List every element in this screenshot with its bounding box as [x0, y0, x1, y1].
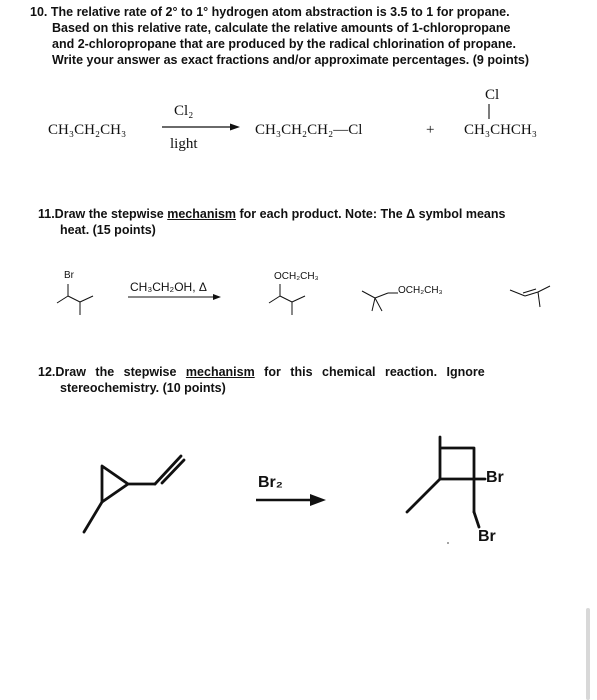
q10-product-2-chloropropane: CH₃CHCH₃ — [464, 122, 537, 138]
q10-line-3: and 2-chloropropane that are produced by the radical chlorination of propane. — [52, 37, 516, 51]
q10-line-4: Write your answer as exact fractions and/or approximate percentages. (9 points) — [52, 53, 529, 67]
q11-product-2-ether-label: OCH₂CH₃ — [398, 285, 443, 296]
q10-reaction-arrow — [162, 124, 240, 131]
q11-product-2-structure — [362, 291, 398, 311]
q11-br-label: Br — [64, 270, 74, 281]
q12-reagent-br2: Br₂ — [258, 474, 283, 491]
q12-reaction-arrow — [256, 494, 326, 506]
q11-product-3-alkene-structure — [510, 286, 550, 307]
q11-product-1-ether-label: OCH₂CH₃ — [274, 271, 319, 282]
scrollbar[interactable] — [586, 608, 590, 700]
q12-starting-material-structure — [84, 456, 184, 532]
q12-line-1: 12.Draw the stepwise mechanism for this chemical reaction. Ignore — [38, 365, 485, 379]
q11-starting-material-structure — [57, 284, 93, 315]
q10-plus-sign: + — [426, 122, 435, 138]
q12-line-2: stereochemistry. (10 points) — [60, 381, 226, 395]
stray-dot — [447, 542, 449, 544]
q10-line-1: 10. The relative rate of 2° to 1° hydrogen atom abstraction is 3.5 to 1 for propane. — [30, 5, 510, 19]
q12-product-br-2: Br — [478, 528, 496, 545]
q10-product-1-chloropropane: CH₃CH₂CH₂—Cl — [255, 122, 363, 138]
q10-reagent-light: light — [170, 136, 198, 152]
q11-line-1: 11.Draw the stepwise mechanism for each product. Note: The Δ symbol means — [38, 207, 506, 221]
q11-product-1-structure — [269, 284, 305, 315]
q11-reaction-arrow — [128, 294, 221, 300]
q10-product-2-cl-label: Cl — [485, 87, 500, 103]
q12-product-br-1: Br — [486, 469, 504, 486]
q10-line-2: Based on this relative rate, calculate the relative amounts of 1-chloropropane — [52, 21, 511, 35]
q12-product-structure — [407, 437, 485, 527]
q11-reagent-ethanol-heat: CH₃CH₂OH, Δ — [130, 280, 207, 294]
q11-line-2: heat. (15 points) — [60, 223, 156, 237]
q10-reactant-propane: CH₃CH₂CH₃ — [48, 122, 127, 138]
q10-reagent-cl2: Cl₂ — [174, 103, 194, 119]
